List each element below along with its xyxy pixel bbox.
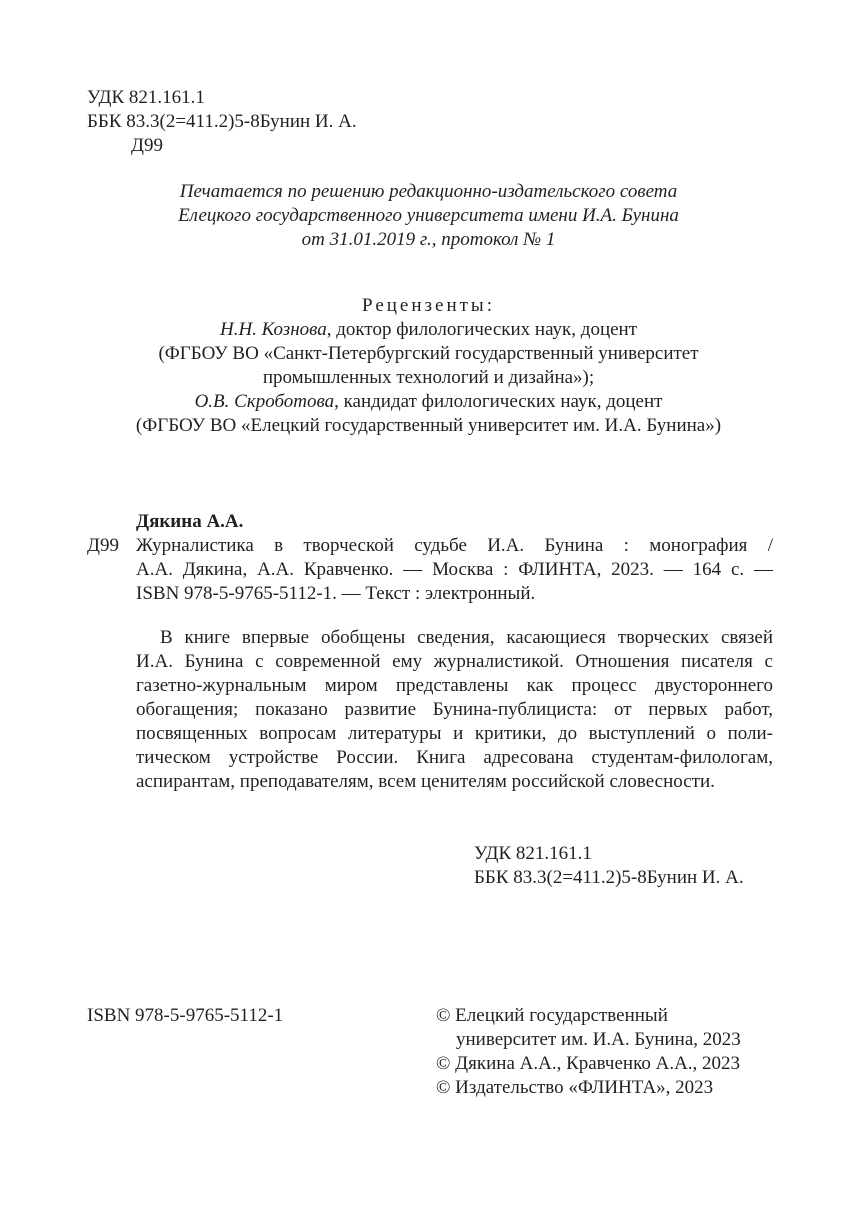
reviewer-2 <box>0 390 857 414</box>
reviewer-1-name: Н.Н. Кознова <box>219 319 327 340</box>
approval-line: Печатается по решению редакционно-издательского совета <box>179 181 678 202</box>
reviewer-1-title: , доктор филологических наук, доцент <box>326 319 638 340</box>
annotation-line: И.А. Бунина с современной ему журналистикой. Отношения писателя с <box>136 651 773 672</box>
annotation-line: В книге впервые обобщены сведения, касающиеся творческих связей <box>160 627 773 648</box>
author-mark-top: Д99 <box>131 135 163 156</box>
udk-bottom: УДК 821.161.1 <box>474 843 592 864</box>
approval-line: Елецкого государственного университета имени И.А. Бунина <box>178 205 679 226</box>
footer-isbn: ISBN 978-5-9765-5112-1 <box>87 1005 284 1026</box>
reviewer-1 <box>0 318 857 342</box>
record-mark: Д99 <box>87 535 119 556</box>
approval-line: от 31.01.2019 г., протокол № 1 <box>301 229 556 250</box>
record-line: А.А. Дякина, А.А. Кравченко. — Москва : ФЛИНТА, 2023. — 164 с. — <box>136 559 773 580</box>
bbk-bottom: ББК 83.3(2=411.2)5-8Бунин И. А. <box>474 867 744 888</box>
record-author-heading: Дякина А.А. <box>136 511 244 532</box>
record-body <box>136 534 773 582</box>
annotation-line: газетно-журнальным миром представлены как процесс двустороннего <box>136 675 773 696</box>
reviewer-2-name: О.В. Скроботова <box>194 391 335 412</box>
reviewers-heading: Рецензенты: <box>362 295 495 316</box>
copyright-2: © Дякина А.А., Кравченко А.А., 2023 <box>436 1053 741 1074</box>
copyright-1-line2: университет им. И.А. Бунина, 2023 <box>456 1029 741 1050</box>
reviewer-1-org-line1: (ФГБОУ ВО «Санкт-Петербургский государственный университет <box>158 343 699 364</box>
annotation-line: тическом устройстве России. Книга адресована студентам-филологам, <box>136 747 773 768</box>
annotation-block <box>136 626 773 794</box>
reviewer-2-org: (ФГБОУ ВО «Елецкий государственный университет им. И.А. Бунина») <box>135 415 722 436</box>
annotation-line: обогащения; показано развитие Бунина-публициста: от первых работ, <box>136 699 773 720</box>
reviewers-block <box>0 294 857 438</box>
bbk-top: ББК 83.3(2=411.2)5-8Бунин И. А. <box>87 111 357 132</box>
reviewer-1-org-line2: промышленных технологий и дизайна»); <box>262 367 595 388</box>
copyright-1-line1: © Елецкий государственный <box>436 1005 668 1026</box>
record-line-last: ISBN 978-5-9765-5112-1. — Текст : электронный. <box>136 583 536 604</box>
record-line: Журналистика в творческой судьбе И.А. Бунина : монография / <box>136 535 773 556</box>
annotation-line: посвященных вопросам литературы и критики, до выступлений о поли- <box>136 723 773 744</box>
approval-block <box>0 180 857 252</box>
annotation-line: аспирантам, преподавателям, всем ценителям российской словесности. <box>136 771 715 792</box>
copyright-3: © Издательство «ФЛИНТА», 2023 <box>436 1077 714 1098</box>
reviewer-2-title: , кандидат филологических наук, доцент <box>334 391 663 412</box>
udk-top: УДК 821.161.1 <box>87 87 205 108</box>
